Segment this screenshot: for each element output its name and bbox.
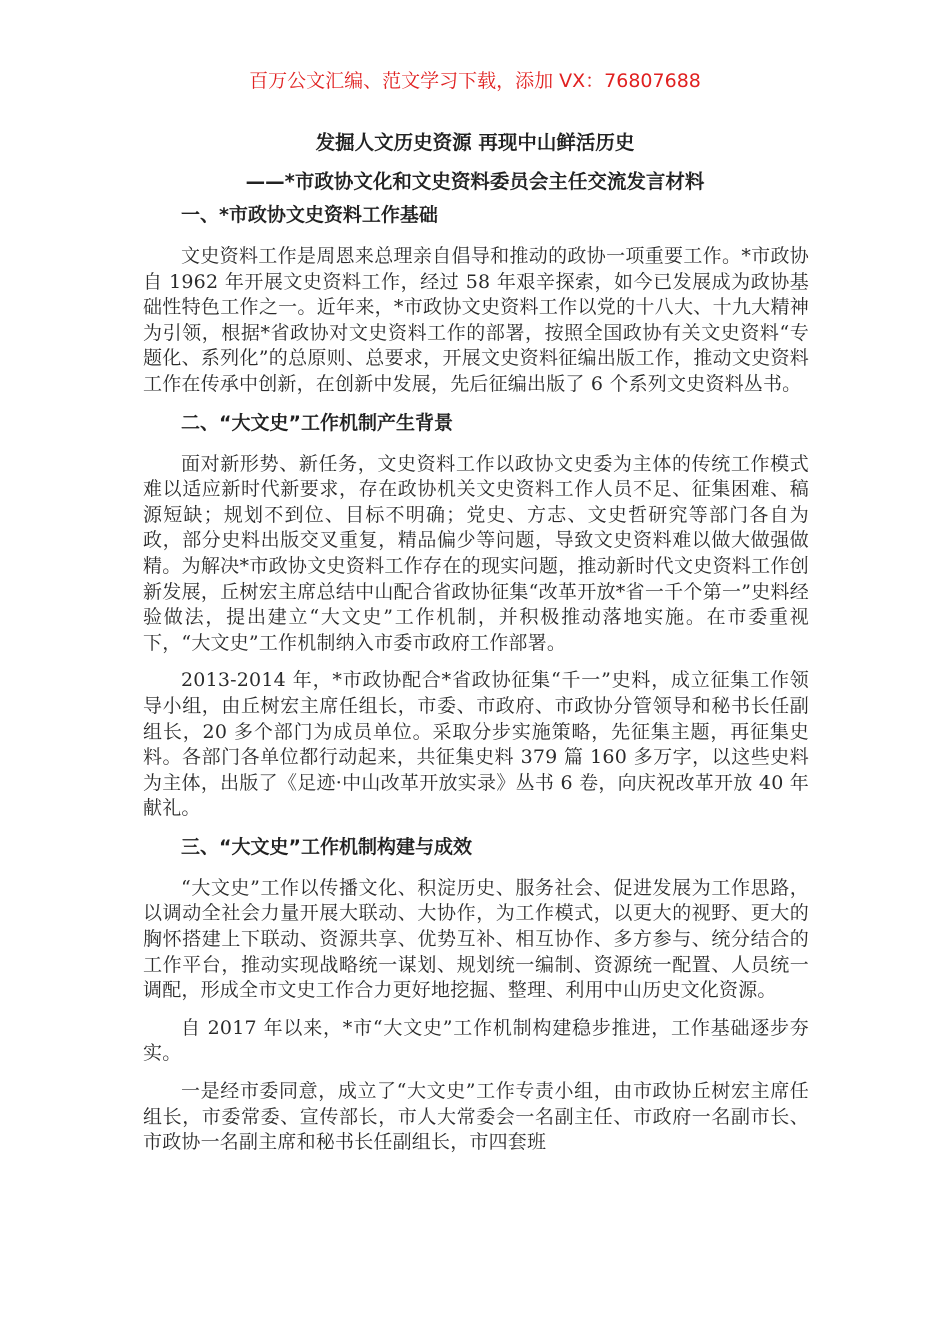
paragraph: 2013-2014 年，*市政协配合*省政协征集“千一”史料，成立征集工作领导小组，由丘树宏主席任组长，市委、市政府、市政协分管领导和秘书长任副组长，20 多个部门为成员单位。采取分步实施策略，先征集主题，再征集史料。各部门各单位都行动起来，共征集史料 379 篇 160 多万字，以这些史料为主体，出版了《足迹·中山改革开放实录》丛书 6 卷，向庆祝改革开放 40 年献礼。 <box>143 669 809 820</box>
paragraph: 一是经市委同意，成立了“大文史”工作专责小组，由市政协丘树宏主席任组长，市委常委、宣传部长，市人大常委会一名副主任、市政府一名副市长、市政协一名副主席和秘书长任副组长，市四套班 <box>143 1080 809 1154</box>
paragraph: 自 2017 年以来，*市“大文史”工作机制构建稳步推进，工作基础逐步夯实。 <box>143 1016 809 1065</box>
paragraph: 面对新形势、新任务，文史资料工作以政协文史委为主体的传统工作模式难以适应新时代新要求，存在政协机关文史资料工作人员不足、征集困难、稿源短缺；规划不到位、目标不明确；党史、方志、文史哲研究等部门各自为政，部分史料出版交叉重复，精品偏少等问题，导致文史资料难以做大做强做精。为解决*市政协文史资料工作存在的现实问题，推动新时代文史资料工作创新发展，丘树宏主席总结中山配合省政协征集“改革开放*省一千个第一”史料经验做法，提出建立“大文史”工作机制，并积极推动落地实施。在市委重视下，“大文史”工作机制纳入市委市政府工作部署。 <box>143 452 809 654</box>
document-subtitle: ——*市政协文化和文史资料委员会主任交流发言材料 <box>245 170 705 193</box>
paragraph: “大文史”工作以传播文化、积淀历史、服务社会、促进发展为工作思路，以调动全社会力量开展大联动、大协作，为工作模式，以更大的视野、更大的胸怀搭建上下联动、资源共享、优势互补、相互协作、多方参与、统分结合的工作平台，推动实现战略统一谋划、规划统一编制、资源统一配置、人员统一调配，形成全市文史工作合力更好地挖掘、整理、利用中山历史文化资源。 <box>143 876 809 1002</box>
document-title: 发掘人文历史资源 再现中山鲜活历史 <box>315 131 635 154</box>
watermark-banner: 百万公文汇编、范文学习下载，添加 VX：76807688 <box>249 70 701 92</box>
document-body <box>143 200 809 1156</box>
section-heading-2: 二、“大文史”工作机制产生背景 <box>181 411 453 434</box>
paragraph: 文史资料工作是周恩来总理亲自倡导和推动的政协一项重要工作。*市政协自 1962 年开展文史资料工作，经过 58 年艰辛探索，如今已发展成为政协基础性特色工作之一。近年来，*市政协文史资料工作以党的十八大、十九大精神为引领，根据*省政协对文史资料工作的部署，按照全国政协有关文史资料“专题化、系列化”的总原则、总要求，开展文史资料征编出版工作，推动文史资料工作在传承中创新，在创新中发展，先后征编出版了 6 个系列文史资料丛书。 <box>143 245 809 395</box>
section-heading-3: 三、“大文史”工作机制构建与成效 <box>181 835 472 858</box>
section-heading-1: 一、*市政协文史资料工作基础 <box>181 204 438 226</box>
